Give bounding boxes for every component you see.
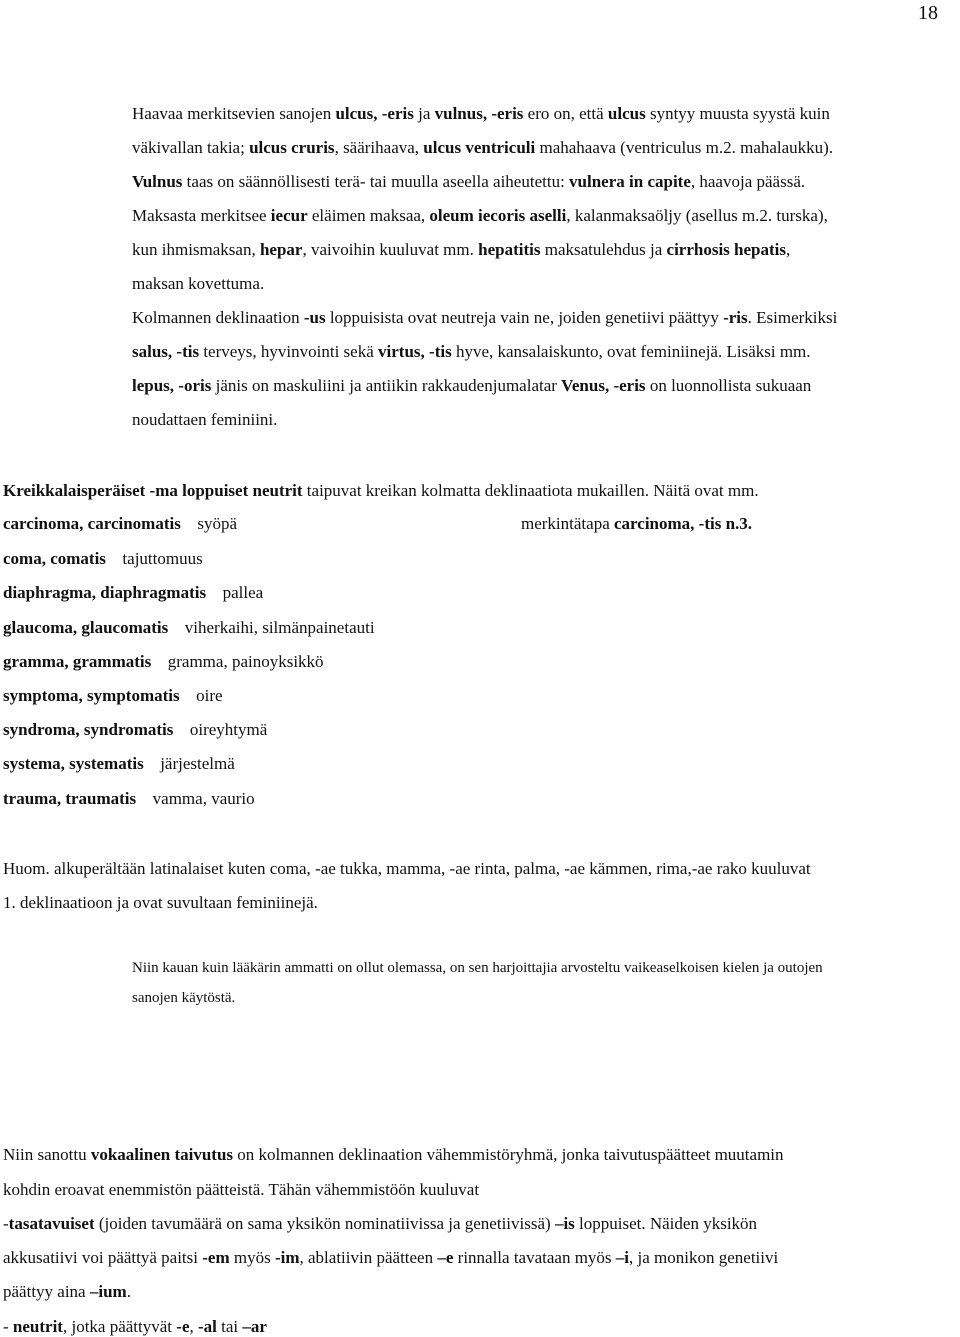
bold-term: ulcus, -eris	[335, 104, 414, 123]
vocabulary-term: diaphragma, diaphragmatis	[3, 583, 207, 602]
text-run: on luonnollista sukuaan	[645, 376, 812, 395]
text-run: , säärihaava,	[334, 138, 424, 157]
bold-term: virtus, -tis	[378, 342, 452, 361]
paragraph-line	[132, 172, 805, 192]
bold-term: cirrhosis hepatis	[666, 240, 787, 259]
bold-term: vulnera in capite	[569, 172, 691, 191]
bold-term: tasatavuiset	[8, 1214, 95, 1233]
vocabulary-meaning: gramma, painoyksikkö	[159, 652, 324, 671]
bold-term: lepus, -oris	[132, 376, 212, 395]
vocabulary-term: syndroma, syndromatis	[3, 720, 174, 739]
paragraph-line	[132, 274, 264, 294]
text-run: ero on, että	[523, 104, 608, 123]
vocabulary-item	[3, 514, 237, 534]
bold-term: –ium	[89, 1282, 127, 1301]
paragraph-line	[3, 1282, 131, 1302]
text-run: syntyy muusta syystä kuin	[645, 104, 830, 123]
text-run: kohdin eroavat enemmistön päätteistä. Tähän vähemmistöön kuuluvat	[3, 1180, 480, 1199]
vocabulary-meaning: tajuttomuus	[113, 549, 203, 568]
paragraph-line	[132, 104, 830, 124]
notation-example	[521, 514, 752, 534]
vocabulary-item	[3, 686, 223, 706]
bold-term: carcinoma, -tis n.3.	[614, 514, 753, 533]
paragraph-line	[132, 376, 811, 396]
paragraph-line	[132, 342, 811, 362]
vocabulary-term: carcinoma, carcinomatis	[3, 514, 181, 533]
paragraph-line	[3, 1145, 784, 1165]
text-run: ,	[786, 240, 791, 259]
paragraph-line	[3, 1214, 757, 1234]
greek-intro-line	[3, 481, 759, 501]
text-run: loppuisista ovat neutreja vain ne, joiden genetiivi päättyy	[325, 308, 724, 327]
text-run: taas on säännöllisesti terä- tai muulla aseella aiheutettu:	[182, 172, 570, 191]
bold-term: hepar	[259, 240, 303, 259]
text-run: hyve, kansalaiskunto, ovat feminiinejä. Lisäksi mm.	[451, 342, 811, 361]
text-run: 1. deklinaatioon ja ovat suvultaan feminiinejä.	[3, 893, 318, 912]
text-run: . Esimerkiksi	[747, 308, 838, 327]
bold-term: Venus, -eris	[561, 376, 646, 395]
text-run: rinnalla tavataan myös	[453, 1248, 616, 1267]
vocabulary-term: symptoma, symptomatis	[3, 686, 180, 705]
text-run: , vaivoihin kuuluvat mm.	[302, 240, 479, 259]
bold-term: iecur	[270, 206, 308, 225]
bold-term: vokaalinen taivutus	[90, 1145, 234, 1164]
bold-term: salus, -tis	[132, 342, 200, 361]
bold-term: -us	[303, 308, 326, 327]
vocabulary-item	[3, 618, 375, 638]
paragraph-line	[132, 138, 833, 158]
text-run: Maksasta merkitsee	[132, 206, 271, 225]
text-run: myös	[229, 1248, 275, 1267]
quote-line	[132, 990, 235, 1007]
page-number: 18	[918, 2, 938, 24]
text-run: , ja monikon genetiivi	[629, 1248, 779, 1267]
text-run: ja	[413, 104, 435, 123]
text-run: Haavaa merkitsevien sanojen	[132, 104, 336, 123]
bold-term: ulcus	[607, 104, 646, 123]
vocabulary-term: trauma, traumatis	[3, 789, 137, 808]
text-run: ,	[189, 1317, 198, 1336]
quote-line	[132, 960, 823, 977]
text-run: maksatulehdus ja	[540, 240, 667, 259]
bold-term: hepatitis	[478, 240, 541, 259]
vocabulary-term: glaucoma, glaucomatis	[3, 618, 169, 637]
vocabulary-term: coma, comatis	[3, 549, 106, 568]
vocabulary-meaning: viherkaihi, silmänpainetauti	[176, 618, 375, 637]
bold-term: -em	[202, 1248, 230, 1267]
text-run: Kolmannen deklinaation	[132, 308, 304, 327]
text-run: Niin kauan kuin lääkärin ammatti on ollut olemassa, on sen harjoittajia arvosteltu vaikeaselkoisen kielen ja outojen	[132, 960, 823, 976]
text-run: akkusatiivi voi päättyä paitsi	[3, 1248, 203, 1267]
text-run: (joiden tavumäärä on sama yksikön nominatiivissa ja genetiivissä)	[94, 1214, 555, 1233]
bold-term: –e	[437, 1248, 454, 1267]
text-run: sanojen käytöstä.	[132, 990, 236, 1006]
text-run: päättyy aina	[3, 1282, 90, 1301]
text-run: terveys, hyvinvointi sekä	[199, 342, 379, 361]
vocabulary-meaning: oire	[187, 686, 223, 705]
text-run: merkintätapa	[521, 514, 614, 533]
vocabulary-item	[3, 789, 255, 809]
paragraph-line	[3, 1248, 778, 1268]
vocabulary-term: gramma, grammatis	[3, 652, 152, 671]
vocabulary-meaning: vamma, vaurio	[144, 789, 255, 808]
text-run: väkivallan takia;	[132, 138, 250, 157]
bold-term: -al	[198, 1317, 217, 1336]
vocabulary-item	[3, 583, 263, 603]
text-run: taipuvat kreikan kolmatta deklinaatiota mukaillen. Näitä ovat mm.	[302, 481, 759, 500]
text-run: -	[3, 1214, 9, 1233]
text-run: eläimen maksaa,	[307, 206, 430, 225]
vocabulary-item	[3, 549, 203, 569]
vocabulary-item	[3, 720, 267, 740]
bold-term: -e	[176, 1317, 190, 1336]
text-run: on kolmannen deklinaation vähemmistöryhmä, jonka taivutuspäätteet muutamin	[233, 1145, 784, 1164]
vocabulary-meaning: pallea	[214, 583, 264, 602]
bold-term: –ar	[242, 1317, 267, 1336]
note-line	[3, 893, 318, 913]
bold-term: –is	[554, 1214, 575, 1233]
paragraph-line	[132, 308, 837, 328]
text-run: jänis on maskuliini ja antiikin rakkaudenjumalatar	[211, 376, 562, 395]
text-run: tai	[216, 1317, 243, 1336]
text-run: Niin sanottu	[3, 1145, 91, 1164]
text-run: , haavoja päässä.	[690, 172, 806, 191]
text-run: -	[3, 1317, 13, 1336]
text-run: loppuiset. Näiden yksikön	[574, 1214, 758, 1233]
text-run: maksan kovettuma.	[132, 274, 265, 293]
text-run: noudattaen feminiini.	[132, 410, 278, 429]
bold-term: –i	[615, 1248, 630, 1267]
text-run: , kalanmaksaöljy (asellus m.2. turska),	[566, 206, 828, 225]
vocabulary-meaning: oireyhtymä	[181, 720, 268, 739]
paragraph-line	[132, 410, 277, 430]
bold-term: -im	[274, 1248, 300, 1267]
bold-term: neutrit	[12, 1317, 63, 1336]
paragraph-line	[132, 240, 790, 260]
text-run: , ablatiivin päätteen	[299, 1248, 438, 1267]
text-run: , jotka päättyvät	[62, 1317, 177, 1336]
bold-term: Kreikkalaisperäiset -ma loppuiset neutrit	[3, 481, 303, 500]
vocabulary-meaning: järjestelmä	[151, 754, 235, 773]
bold-term: oleum iecoris aselli	[429, 206, 567, 225]
text-run: Huom. alkuperältään latinalaiset kuten coma, -ae tukka, mamma, -ae rinta, palma, -ae kämmen, rima,-ae rako kuuluvat	[3, 859, 811, 878]
note-line	[3, 859, 811, 879]
vocabulary-meaning: syöpä	[188, 514, 238, 533]
vocabulary-item	[3, 754, 235, 774]
paragraph-line	[132, 206, 828, 226]
text-run: kun ihmismaksan,	[132, 240, 260, 259]
bold-term: vulnus, -eris	[434, 104, 524, 123]
paragraph-line	[3, 1317, 267, 1337]
bold-term: Vulnus	[132, 172, 183, 191]
bold-term: ulcus ventriculi	[423, 138, 536, 157]
paragraph-line	[3, 1180, 479, 1200]
bold-term: ulcus cruris	[249, 138, 335, 157]
vocabulary-term: systema, systematis	[3, 754, 144, 773]
text-run: .	[126, 1282, 131, 1301]
text-run: mahahaava (ventriculus m.2. mahalaukku).	[535, 138, 834, 157]
vocabulary-item	[3, 652, 324, 672]
bold-term: -ris	[723, 308, 748, 327]
